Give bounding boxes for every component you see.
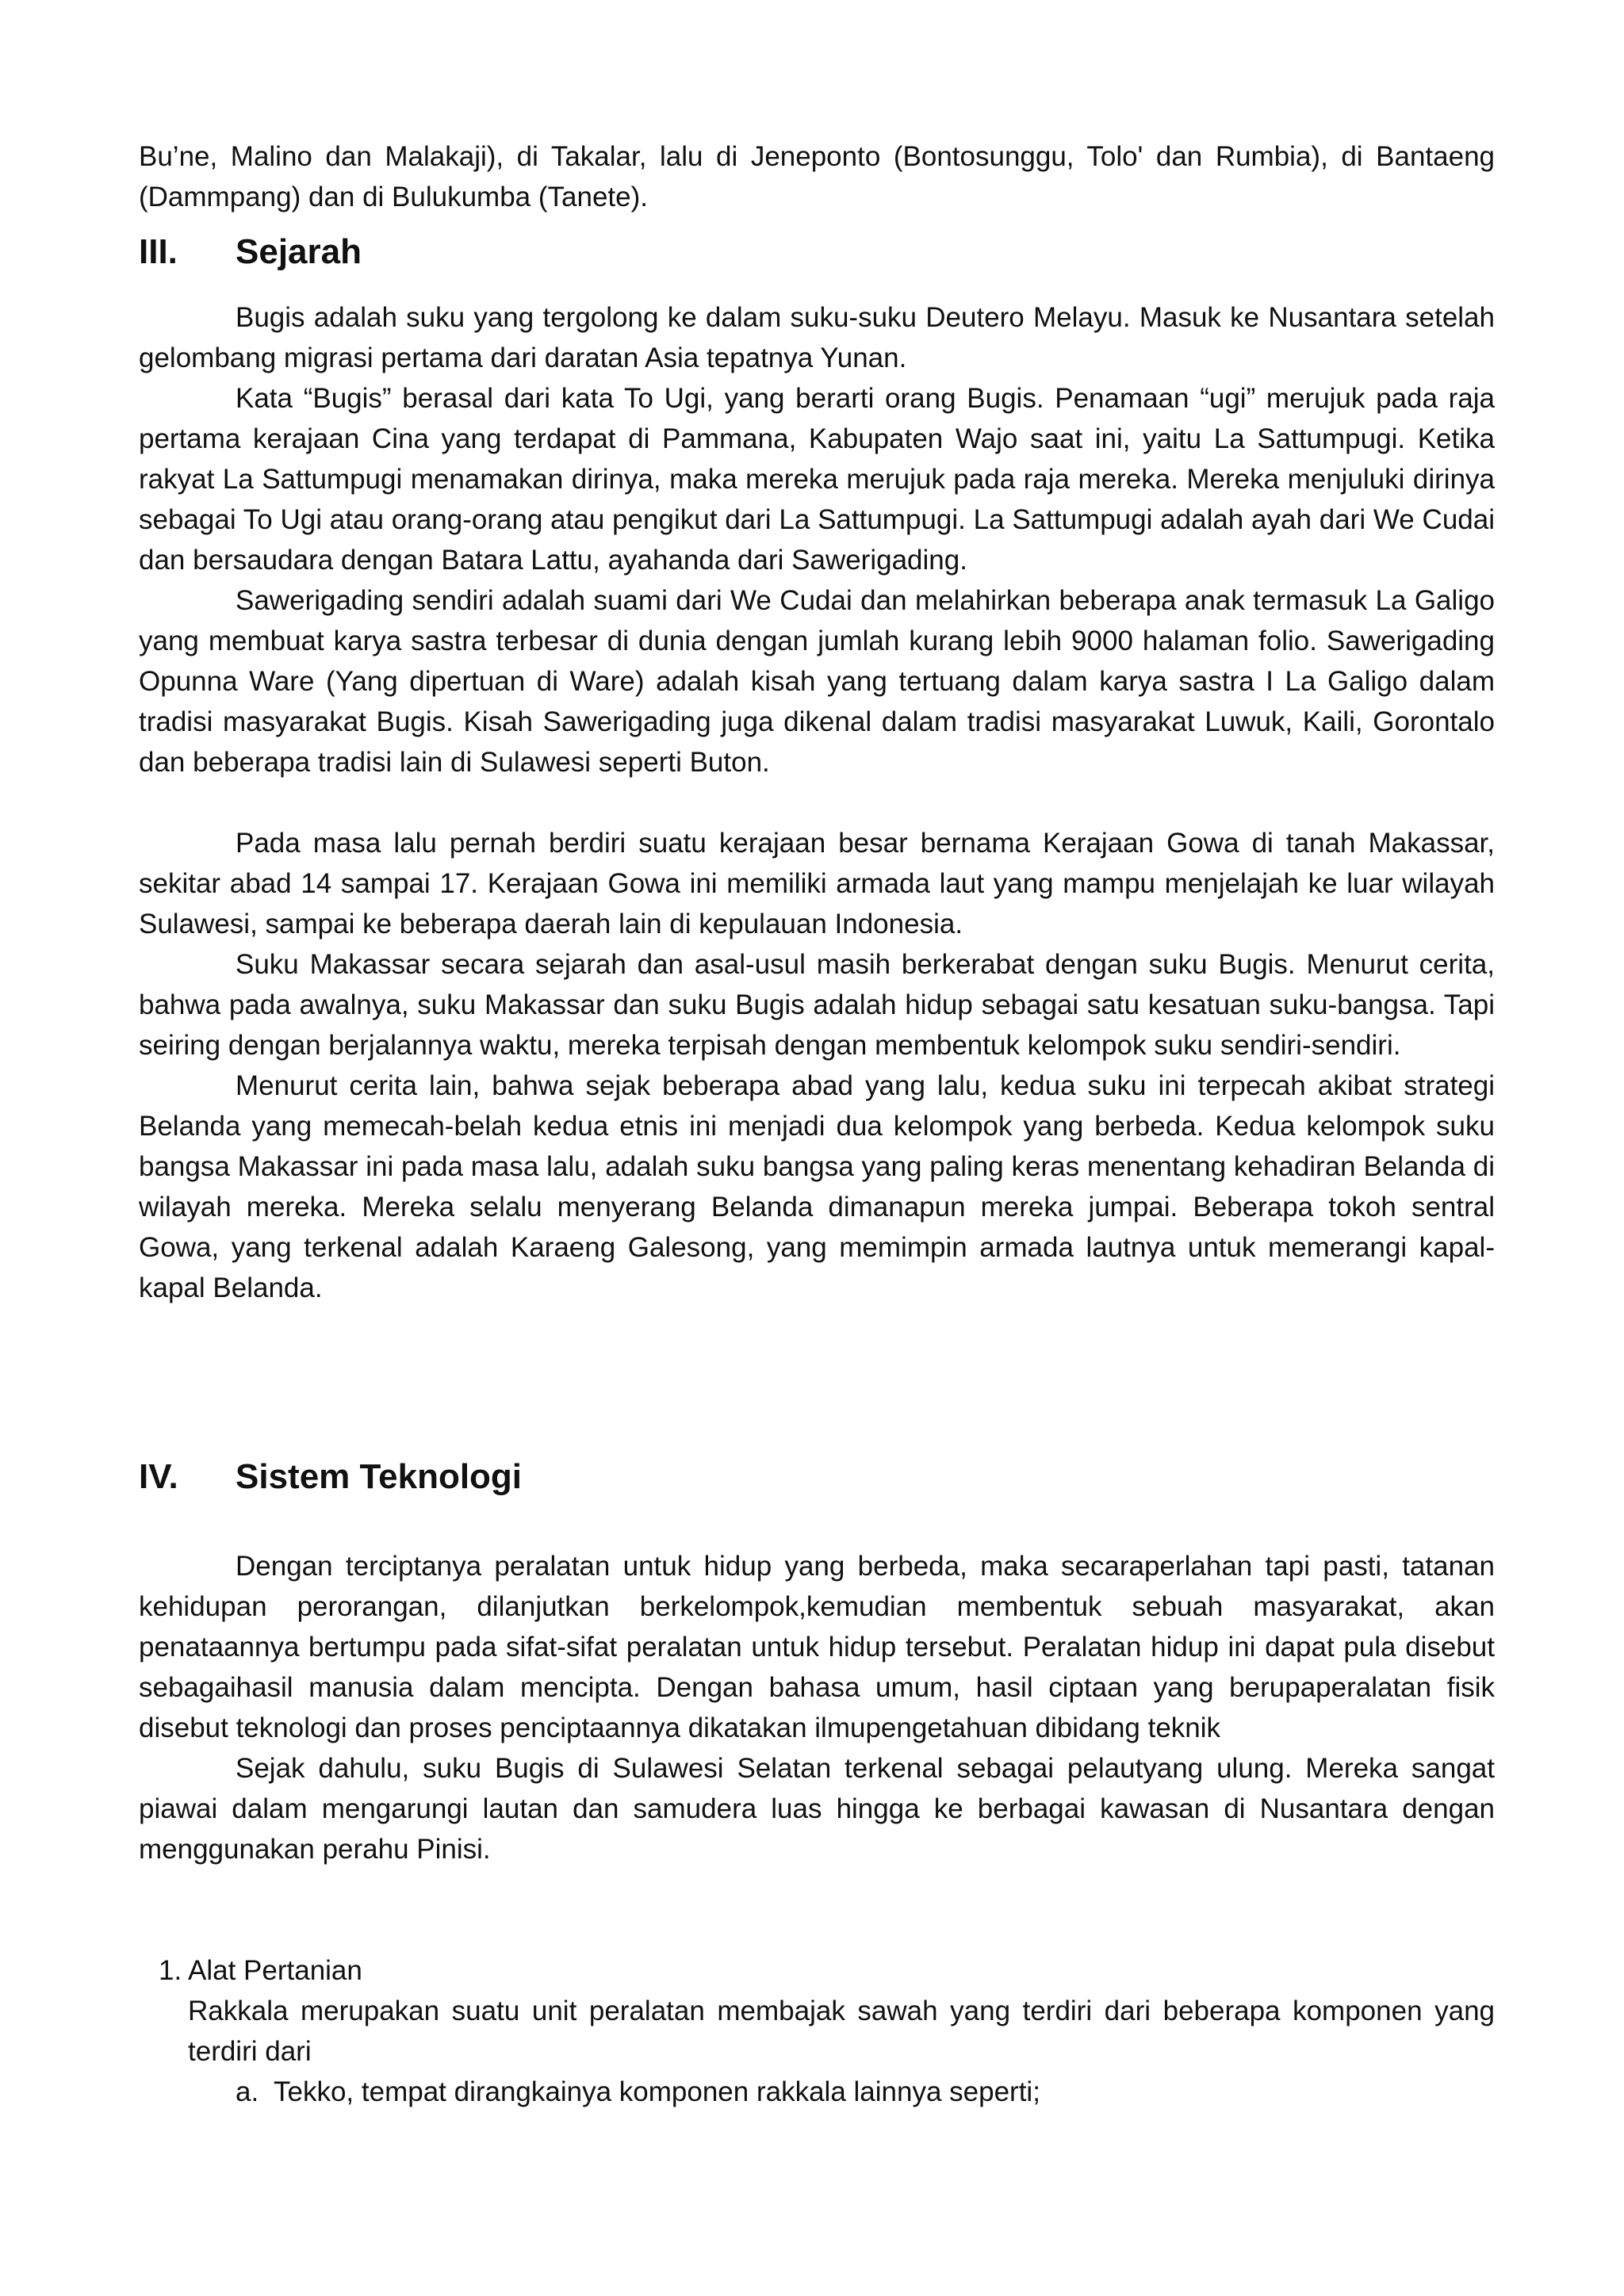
section-3-body	[139, 297, 1495, 1308]
intro-paragraph	[139, 136, 1495, 217]
sejarah-paragraph-4: Pada masa lalu pernah berdiri suatu kerajaan besar bernama Kerajaan Gowa di tanah Makassar, sekitar abad 14 sampai 17. Kerajaan Gowa ini memiliki armada laut yang mampu menjelajah ke luar wilayah Sulawesi, sampai ke beberapa daerah lain di kepulauan Indonesia.	[139, 828, 1495, 939]
list-item	[159, 1950, 1495, 2072]
sejarah-paragraph-5: Suku Makassar secara sejarah dan asal-usul masih berkerabat dengan suku Bugis. Menurut cerita, bahwa pada awalnya, suku Makassar dan suku Bugis adalah hidup sebagai satu kesatuan suku-bangsa. Tapi seiring dengan berjalannya waktu, mereka terpisah dengan membentuk kelompok suku sendiri-sendiri.	[139, 949, 1495, 1061]
sejarah-paragraph-1: Bugis adalah suku yang tergolong ke dalam suku-suku Deutero Melayu. Masuk ke Nusantara setelah gelombang migrasi pertama dari daratan Asia tepatnya Yunan.	[139, 302, 1495, 373]
section-4-title: Sistem Teknologi	[236, 1457, 523, 1496]
numbered-list	[159, 1950, 1495, 2072]
list-item-text: Rakkala merupakan suatu unit peralatan membajak sawah yang terdiri dari beberapa komponen yang terdiri dari	[188, 1996, 1495, 2067]
section-4-number: IV.	[139, 1457, 178, 1496]
sejarah-paragraph-6: Menurut cerita lain, bahwa sejak beberapa abad yang lalu, kedua suku ini terpecah akibat strategi Belanda yang memecah-belah kedua etnis ini menjadi dua kelompok yang berbeda. Kedua kelompok suku bangsa Makassar ini pada masa lalu, adalah suku bangsa yang paling keras menentang kehadiran Belanda di wilayah mereka. Mereka selalu menyerang Belanda dimanapun mereka jumpai. Beberapa tokoh sentral Gowa, yang terkenal adalah Karaeng Galesong, yang memimpin armada lautnya untuk memerangi kapal-kapal Belanda.	[139, 1070, 1495, 1303]
teknologi-paragraph-1: Dengan terciptanya peralatan untuk hidup yang berbeda, maka secaraperlahan tapi pasti, tatanan kehidupan perorangan, dilanjutkan berkelompok,kemudian membentuk sebuah masyarakat, akan penataannya bertumpu pada sifat-sifat peralatan untuk hidup tersebut. Peralatan hidup ini dapat pula disebut sebagaihasil manusia dalam mencipta. Dengan bahasa umum, hasil ciptaan yang berupaperalatan fisik disebut teknologi dan proses penciptaannya dikatakan ilmupengetahuan dibidang teknik	[139, 1551, 1495, 1743]
teknologi-paragraph-2: Sejak dahulu, suku Bugis di Sulawesi Selatan terkenal sebagai pelautyang ulung. Mereka sangat piawai dalam mengarungi lautan dan samudera luas hingga ke berbagai kawasan di Nusantara dengan menggunakan perahu Pinisi.	[139, 1753, 1495, 1865]
sub-list-text: Tekko, tempat dirangkainya komponen rakkala lainnya seperti;	[274, 2076, 1040, 2107]
section-3-heading	[139, 232, 362, 272]
section-4-heading	[139, 1457, 522, 1497]
section-3-title: Sejarah	[236, 232, 362, 271]
sejarah-paragraph-2: Kata “Bugis” berasal dari kata To Ugi, yang berarti orang Bugis. Penamaan “ugi” merujuk pada raja pertama kerajaan Cina yang terdapat di Pammana, Kabupaten Wajo saat ini, yaitu La Sattumpugi. Ketika rakyat La Sattumpugi menamakan dirinya, maka mereka merujuk pada raja mereka. Mereka menjuluki dirinya sebagai To Ugi atau orang-orang atau pengikut dari La Sattumpugi. La Sattumpugi adalah ayah dari We Cudai dan bersaudara dengan Batara Lattu, ayahanda dari Sawerigading.	[139, 383, 1495, 576]
list-marker: 1.	[159, 1955, 182, 1986]
sub-list-marker: a.	[236, 2076, 259, 2107]
sejarah-paragraph-3: Sawerigading sendiri adalah suami dari We Cudai dan melahirkan beberapa anak termasuk La Galigo yang membuat karya sastra terbesar di dunia dengan jumlah kurang lebih 9000 halaman folio. Sawerigading Opunna Ware (Yang dipertuan di Ware) adalah kisah yang tertuang dalam karya sastra I La Galigo dalam tradisi masyarakat Bugis. Kisah Sawerigading juga dikenal dalam tradisi masyarakat Luwuk, Kaili, Gorontalo dan beberapa tradisi lain di Sulawesi seperti Buton.	[139, 585, 1495, 778]
intro-text: Bu’ne, Malino dan Malakaji), di Takalar, lalu di Jeneponto (Bontosunggu, Tolo' dan Rumbia), di Bantaeng (Dammpang) dan di Bulukumba (Tanete).	[139, 141, 1495, 212]
sub-list-item	[236, 2072, 1495, 2112]
sub-list	[236, 2072, 1495, 2112]
list-item-title: Alat Pertanian	[188, 1955, 362, 1986]
section-3-number: III.	[139, 232, 178, 271]
section-4-body	[139, 1546, 1495, 1869]
